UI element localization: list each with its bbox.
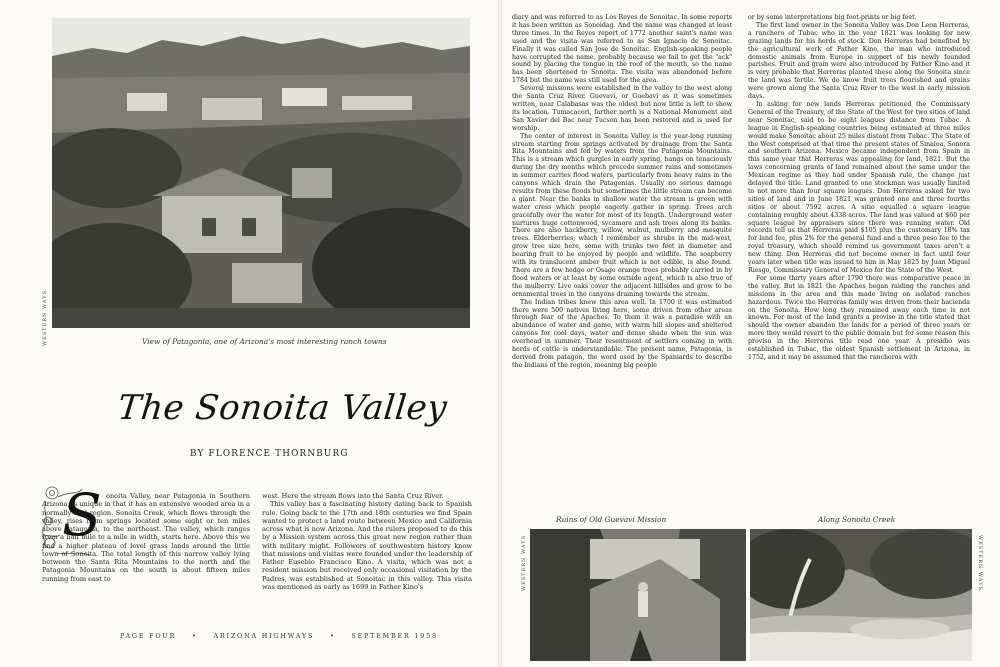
- column-2-paragraph: This valley has a fascinating history dating back to Spanish rule. Going back to the 17th and 18th centuries we find Spain wanted to protect a land route between Mexico and California across what is now Arizona. And the rulers proposed to do this by a Mission system across this great new region rather than with military might. Followers of southwestern history know that missions and visitas were founded under the leadership of Father Eusebio Francisco Kino. A visita, which was not a resident mission but received only occasional visitation by the Padres, was established at Sonoitac in this valley. This visita was mentioned as early as 1699 in Father Kino's: [262, 500, 472, 591]
- article-column-2: [262, 492, 472, 591]
- column-4-paragraph: In asking for new lands Herreras petitioned the Commissary General of the Treasury, of the State of the West for two sitios of land near Sonoitac, said to be eight leagues distance from Tubac. A league in English-speaking countries being estimated at three miles would make Sonoitac about 25 miles distant from Tubac. The State of the West comprised at that time the present states of Sinaloa, Sonora and southern Arizona. Mexico became independent from Spain in this same year that Herreras was appealing for land, 1821. But the laws concerning grants of land remained about the same under the Mexican regime as they had under Spanish rule, the change just delayed the title. Land granted to one stockman was usually limited to not more than four square leagues. Don Herreras asked for two sitios of land and in June 1821 was granted one and three fourths sitios or about 7592 acres. A sitio equalled a square league containing roughly about 4338 acres. The land was valued at $60 per square league by appraisers since there was running water. Old records tell us that Herreras paid $105 plus the customary 18% tax for land fee, plus 2% for the general fund and a three peso fee to the royal treasury, which should remind us government taxes aren't a new thing. Don Herreras did not become owner in fact until four years later when title was issued to him in May 1825 by Juan Miguel Riesgo, Commissary General of Mexico for the State of the West.: [748, 100, 970, 274]
- footer-magazine: ARIZONA HIGHWAYS: [213, 632, 315, 640]
- article-column-4: [748, 14, 970, 362]
- guevavi-photo-image: [530, 529, 746, 661]
- photo-credit-bottom-left: WESTERN WAYS: [521, 535, 527, 591]
- article-title: The Sonoita Valley: [115, 388, 450, 428]
- page-footer: [114, 632, 444, 640]
- footer-page: PAGE FOUR: [120, 632, 177, 640]
- article-column-1: [42, 492, 250, 583]
- footer-separator: •: [329, 632, 336, 640]
- article-column-3: [512, 14, 732, 370]
- column-4-paragraph: The first land owner in the Sonoita Valley was Don Leon Herreras, a ranchero of Tubac who in the year 1821 was looking for new grazing lands for his herds of stock. Don Herreras had benefited by the agricultural work of Father Kino, the man who introduced domestic animals from Europe in support of his newly founded parishes. Fruit and grain were also introduced by Father Kino and it is very probable that Herreras planted these along the Sonoita since the land was fertile. We do know fruit trees flourished and grains were grown along the Santa Cruz River to the west in early mission days.: [748, 21, 970, 101]
- footer-date: SEPTEMBER 1958: [351, 632, 438, 640]
- sonoita-creek-photo: [750, 529, 972, 661]
- sonoita-creek-photo-image: [750, 529, 972, 661]
- column-4-paragraph: For some thirty years after 1790 there was comparative peace in the valley. But in 1821 the Apaches began raiding the ranches and missions in the area and this made living on isolated ranches hazardous. Twice the Herreras family was driven from their hacienda on the Sonoita. How long they remained away each time is not known. For most of the land grants a proviso in the title stated that should the owner abandon the lands for a period of three years or more they would revert to the public domain but for some reason this proviso in the Herreras title read one year. A presidio was established in Tubac, the oldest Spanish settlement in Arizona, in 1752, and it may be assumed that the rancheros with: [748, 274, 970, 361]
- photo-credit-bottom-right: WESTERN WAYS: [977, 535, 983, 591]
- footer-separator: •: [192, 632, 198, 640]
- patagonia-photo-image: [52, 18, 470, 328]
- column-3-paragraph: diary and was referred to as Los Reyes de Sonoitac. In some reports it has been written as Sonoidag. And the name was changed at least three times. In the Reyes report of 1772 another saint's name was used and the visita was referred to as San Ignacio de Sonoitac. Finally it was called San Jose de Sonoitac. English-speaking people have corrupted the name, probably because we fail to get the "ack" sound by placing the tongue in the roof of the mouth, so the name has been shortened to Sonoita. The visita was abandoned before 1784 but the name was still used for the area.: [512, 14, 732, 85]
- guevavi-photo: [530, 529, 746, 661]
- caption-sonoita-creek: Along Sonoita Creek: [818, 515, 896, 524]
- photo-credit-top-left: WESTERN WAYS: [42, 290, 48, 346]
- caption-guevavi: Ruins of Old Guevavi Mission: [556, 515, 667, 524]
- drop-cap-letter: S: [62, 481, 102, 549]
- column-3-paragraph: The Indian tribes knew this area well. In 1700 it was estimated there were 500 natives living here, some driven from other areas through fear of the Apaches. To them it was a paradise with an abundance of water and game, with warm hill slopes and sheltered canyons for cool days, water and dense shade when the sun was overhead in summer. Their resentment of settlers coming in with herds of cattle is understandable. The present name, Patagonia, is derived from patagon, the word used by the Spaniards to describe the Indians of the region, meaning big people: [512, 298, 732, 369]
- patagonia-photo: [52, 18, 470, 328]
- page-gutter: [498, 0, 502, 667]
- column-3-paragraph: Several missions were established in the valley to the west along the Santa Cruz River. Guevavi, or Guebavi as it was sometimes written, near Calabasas was the oldest but now little is left to show its location. Tumacacori, farther north is a National Monument and San Xavier del Bac near Tucson has been restored and is used for worship.: [512, 85, 732, 132]
- caption-patagonia: View of Patagonia, one of Arizona's most interesting ranch towns: [142, 337, 387, 346]
- column-2-paragraph: west. Here the stream flows into the Santa Cruz River.: [262, 492, 444, 500]
- article-byline: BY FLORENCE THORNBURG: [190, 449, 349, 459]
- column-4-paragraph: or by some interpretations big foot-prints or big feet.: [748, 14, 917, 21]
- column-3-paragraph: The center of interest in Sonoita Valley is the year-long running stream starting from springs activated by drainage from the Santa Rita Mountains and fed by waters from the Patagonia Mountains. This is a stream which gurgles in early spring, hangs on tenaciously during the dry months which precede summer rains and sometimes in summer carries flood waters, particularly from heavy rains in the canyons which drain the Patagonias. Usually no serious damage results from these floods but sometimes the little stream can become a giant. Near the banks in shallow water the stream is green with water cress which people eagerly gather in spring. Trees arch gracefully over the water for most of its length. Underground water nurtures huge cottonwood, sycamore and ash trees along its banks. There are also hackberry, willow, walnut, mulberry and mesquite trees. Elderberries, which I remember as shrubs in the mid-west, grow tree size here, some with trunks two feet in diameter and bearing fruit to be enjoyed by people and wildlife. The soapberry with its translucent amber fruit which is not edible, is also found. There are a few hedge or Osage orange trees probably carried in by flood waters or at least by some outside agent, which is also true of the mulberry. Live oaks cover the adjacent hillsides and grow to be ornamental trees in the canyons draining towards the stream.: [512, 132, 732, 298]
- column-1-text: onoita Valley, near Patagonia in Southern Arizona, is unique in that it has an extensive wooded area in a normally arid region. Sonoita Creek, which flows through the valley, rises from springs located some eight or ten miles above Patagonia, to the northeast. The valley, which ranges from a half mile to a mile in width, starts here. Above this we find a higher plateau of level grass lands around the little town of Sonoita. The total length of this narrow valley lying between the Santa Rita Mountains to the north and the Patagonia Mountains on the south is about fifteen miles running from east to: [42, 492, 250, 583]
